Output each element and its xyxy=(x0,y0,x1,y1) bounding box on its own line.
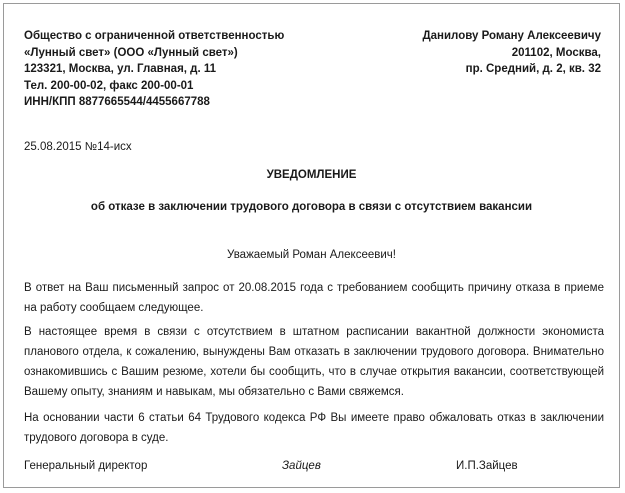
letter-page xyxy=(3,3,620,488)
greeting: Уважаемый Роман Алексеевич! xyxy=(227,249,396,261)
document-title: УВЕДОМЛЕНИЕ xyxy=(266,169,357,181)
sender-line: «Лунный свет» (ООО «Лунный свет») xyxy=(24,46,238,59)
date-number: 25.08.2015 №14-исх xyxy=(24,141,132,153)
recipient-line: 201102, Москва, xyxy=(511,46,601,59)
sender-line: 123321, Москва, ул. Главная, д. 11 xyxy=(24,63,217,76)
paragraph: В настоящее время в связи с отсутствием в штатном расписании вакантной должности экономиста планового отдела, к сожалению, вынуждены Вам отказать в заключении трудового договора. Внимательно ознакомившись с Вашим резюме, хотели бы сообщить, что в случае открытия вакансии, соответствующей Вашему опыту, знаниям и навыкам, мы обязательно с Вами свяжемся. xyxy=(24,326,604,398)
sender-line: ИНН/КПП 8877665544/4455667788 xyxy=(24,96,210,109)
document-subtitle: об отказе в заключении трудового договора в связи с отсутствием вакансии xyxy=(90,201,533,213)
signatory-name: И.П.Зайцев xyxy=(456,460,518,472)
sender-block xyxy=(24,28,284,111)
sender-line: Тел. 200-00-02, факс 200-00-01 xyxy=(24,79,194,92)
signatory-position: Генеральный директор xyxy=(24,460,148,472)
recipient-block xyxy=(422,28,601,78)
recipient-line: пр. Средний, д. 2, кв. 32 xyxy=(465,63,601,76)
recipient-line: Данилову Роману Алексеевичу xyxy=(422,30,601,42)
paragraph: На основании части 6 статьи 64 Трудового кодекса РФ Вы имеете право обжаловать отказ в заключении трудового договора в суде. xyxy=(24,412,604,444)
paragraph: В ответ на Ваш письменный запрос от 20.08.2015 года с требованием сообщить причину отказа в приеме на работу сообщаем следующее. xyxy=(24,282,604,314)
signature: Зайцев xyxy=(282,460,321,472)
sender-line: Общество с ограниченной ответственностью xyxy=(24,30,285,42)
